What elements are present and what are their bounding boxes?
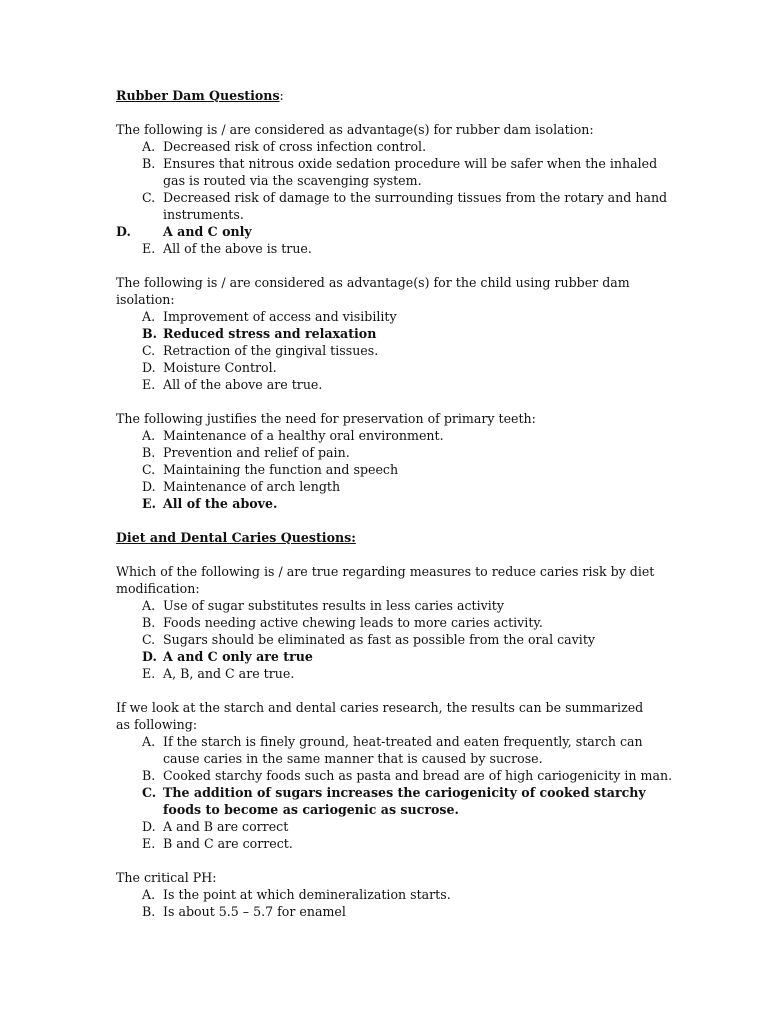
option-list [116, 308, 676, 393]
question-text: The following is / are considered as advantage(s) for rubber dam isolation: [116, 122, 594, 137]
question-critical-ph [116, 869, 676, 920]
question-text: The following justifies the need for preservation of primary teeth: [116, 411, 536, 426]
option-e: E. All of the above are true. [142, 377, 323, 392]
option-b: B. Is about 5.5 – 5.7 for enamel [142, 904, 346, 919]
question-text: Which of the following is / are true regarding measures to reduce caries risk by diet modification: [116, 564, 655, 596]
question-diet-modification [116, 563, 676, 682]
section-heading-diet-caries: Diet and Dental Caries Questions: [116, 530, 356, 545]
option-d: D. A and B are correct [142, 819, 289, 834]
option-e: E. B and C are correct. [142, 836, 293, 851]
option-list [116, 733, 676, 852]
question-child-advantages [116, 274, 676, 393]
question-text: The following is / are considered as advantage(s) for the child using rubber dam isolation: [116, 275, 630, 307]
question-text: The critical PH: [116, 870, 217, 885]
question-starch-research [116, 699, 676, 852]
document-page [116, 87, 676, 920]
option-d-answer: D. A and C only are true [142, 649, 313, 664]
option-c: C. Sugars should be eliminated as fast as possible from the oral cavity [142, 632, 595, 647]
option-c: C. Decreased risk of damage to the surrounding tissues from the rotary and hand instruments. [142, 190, 668, 222]
option-b: B. Ensures that nitrous oxide sedation procedure will be safer when the inhaled gas is routed via the scavenging system. [142, 156, 658, 188]
option-list [116, 427, 676, 512]
option-e: E. All of the above is true. [142, 241, 312, 256]
question-rubber-dam-advantages [116, 121, 676, 257]
option-a: A. If the starch is finely ground, heat-treated and eaten frequently, starch can cause caries in the same manner that is caused by sucrose. [142, 734, 643, 766]
option-a: A. Maintenance of a healthy oral environment. [142, 428, 444, 443]
section-heading-rubber-dam: Rubber Dam Questions: [116, 88, 284, 103]
option-b: B. Cooked starchy foods such as pasta and bread are of high cariogenicity in man. [142, 768, 673, 783]
option-b: B. Foods needing active chewing leads to more caries activity. [142, 615, 543, 630]
option-e-answer: E. All of the above. [142, 496, 278, 511]
option-e: E. A, B, and C are true. [142, 666, 295, 681]
option-a: A. Decreased risk of cross infection control. [142, 139, 427, 154]
option-list [116, 597, 676, 682]
option-a: A. Improvement of access and visibility [142, 309, 397, 324]
option-c: C. Maintaining the function and speech [142, 462, 399, 477]
option-d: D. Maintenance of arch length [142, 479, 341, 494]
option-c: C. Retraction of the gingival tissues. [142, 343, 379, 358]
option-list [116, 138, 676, 257]
option-list [116, 886, 676, 920]
option-b: B. Prevention and relief of pain. [142, 445, 350, 460]
option-a: A. Is the point at which demineralization starts. [142, 887, 451, 902]
option-c-answer: C. The addition of sugars increases the cariogenicity of cooked starchy foods to become as cariogenic as sucrose. [142, 785, 646, 817]
option-a: A. Use of sugar substitutes results in less caries activity [142, 598, 504, 613]
question-text: If we look at the starch and dental caries research, the results can be summarized as following: [116, 700, 644, 732]
option-b-answer: B. Reduced stress and relaxation [142, 326, 377, 341]
option-d: D. Moisture Control. [142, 360, 277, 375]
question-primary-teeth [116, 410, 676, 512]
option-d-answer: D. A and C only [116, 224, 252, 239]
